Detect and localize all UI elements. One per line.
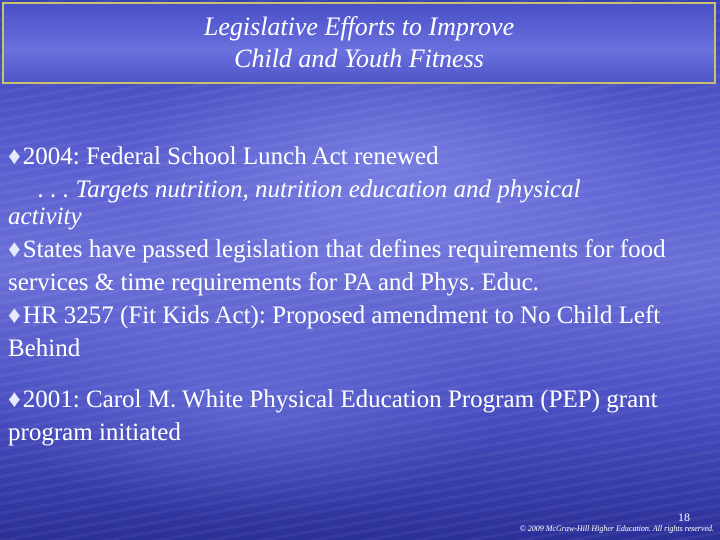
- slide-title-line-1: Legislative Efforts to Improve: [203, 12, 515, 41]
- bullet-text-2: States have passed legislation that defines requirements for food services & time requirements for PA and Phys. Educ.: [8, 236, 666, 296]
- slide-title-bar: [2, 2, 716, 84]
- bullet-subtext-1: . . . Targets nutrition, nutrition education and physical: [38, 176, 581, 203]
- diamond-bullet-icon: ♦: [8, 302, 21, 329]
- bullet-item-2: [8, 233, 708, 299]
- bullet-subtext-1-cont: activity: [8, 203, 82, 230]
- bullet-text-4: 2001: Carol M. White Physical Education Program (PEP) grant program initiated: [8, 386, 658, 446]
- bullet-item-4: [8, 383, 708, 449]
- slide-title-line-2: Child and Youth Fitness: [234, 44, 484, 73]
- bullet-item-3: [8, 299, 708, 365]
- diamond-bullet-icon: ♦: [8, 143, 21, 170]
- slide-body: [8, 140, 708, 449]
- diamond-bullet-icon: ♦: [8, 236, 21, 263]
- page-number: 18: [678, 510, 690, 524]
- bullet-item-1: [8, 140, 708, 233]
- copyright-notice: © 2009 McGraw-Hill Higher Education. All rights reserved.: [519, 524, 714, 533]
- bullet-text-3: HR 3257 (Fit Kids Act): Proposed amendment to No Child Left Behind: [8, 302, 661, 362]
- spacer: [8, 365, 708, 383]
- diamond-bullet-icon: ♦: [8, 386, 21, 413]
- bullet-text-1: 2004: Federal School Lunch Act renewed: [22, 143, 439, 170]
- slide-title: [204, 11, 514, 75]
